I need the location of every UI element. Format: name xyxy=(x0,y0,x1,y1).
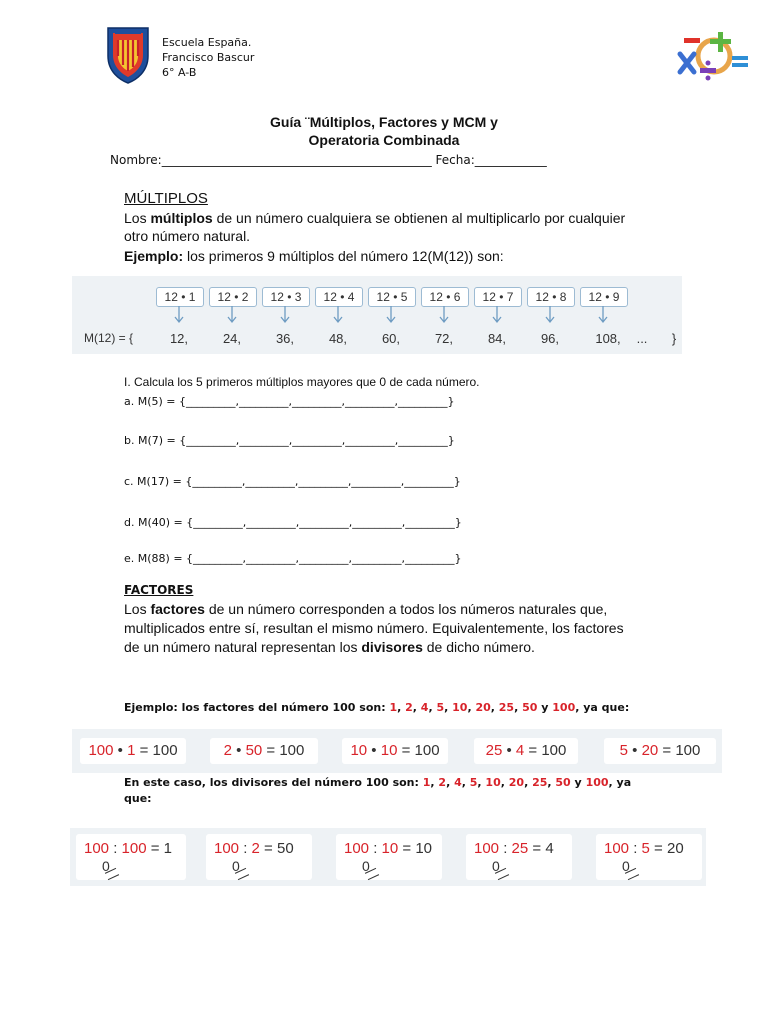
multiple-value: 24, xyxy=(222,331,242,346)
divisor: 5 xyxy=(641,840,650,857)
product-box xyxy=(210,738,318,764)
list-number: 2 xyxy=(438,776,447,789)
dividend: 100 xyxy=(344,840,370,857)
list-number: 100 xyxy=(585,776,609,789)
result: = 100 xyxy=(524,742,567,759)
dividend: 100 xyxy=(214,840,240,857)
product-box: 12 • 1 xyxy=(156,287,204,307)
school-shield-logo xyxy=(106,26,150,84)
factor-a: 25 xyxy=(485,742,503,759)
factor-b: 1 xyxy=(127,742,136,759)
exercise-row-d[interactable]: d. M(40) = {_________,_________,_________,_________,_________} xyxy=(124,516,462,529)
example-text: los primeros 9 múltiplos del número 12(M(12)) son: xyxy=(183,248,504,264)
list-number: 50 xyxy=(555,776,571,789)
list-number: 20 xyxy=(475,701,491,714)
multiplos-definition xyxy=(124,209,644,245)
list-number: 4 xyxy=(420,701,429,714)
math-symbols-logo xyxy=(674,28,750,86)
dividend: 100 xyxy=(84,840,110,857)
operator: • xyxy=(627,742,642,759)
divisions-figure xyxy=(70,828,706,886)
factor-b: 10 xyxy=(380,742,398,759)
list-number: 5 xyxy=(469,776,478,789)
text-part: de dicho número. xyxy=(422,639,535,655)
result: = 100 xyxy=(658,742,701,759)
list-number: 25 xyxy=(498,701,515,714)
divisor-list: 1, 2, 4, 5, 10, 20, 25, 50 y 100 xyxy=(422,776,609,789)
factor-b: 4 xyxy=(515,742,525,759)
operator: • xyxy=(367,742,381,759)
result: = 100 xyxy=(135,742,178,759)
division-box xyxy=(206,834,312,880)
remainder: 0 xyxy=(492,858,500,874)
note-prefix: En este caso, los divisores del número 100 son: xyxy=(124,776,423,789)
factores-heading: FACTORES xyxy=(124,583,194,597)
division-equation xyxy=(84,840,172,857)
list-number: 1 xyxy=(422,776,431,789)
product-box: 12 • 3 xyxy=(262,287,310,307)
text-part: Los xyxy=(124,210,151,226)
product-box: 12 • 2 xyxy=(209,287,257,307)
list-number: 50 xyxy=(522,701,538,714)
operator: : xyxy=(369,840,382,857)
multiple-value: 12, xyxy=(169,331,189,346)
multiplos-heading: MÚLTIPLOS xyxy=(124,190,208,207)
name-date-field[interactable]: Nombre:_____________________________________________ Fecha:____________ xyxy=(110,153,547,167)
product-box: 12 • 5 xyxy=(368,287,416,307)
down-arrow-icon xyxy=(545,306,555,324)
quotient: = 4 xyxy=(528,840,554,857)
factor-b: 20 xyxy=(641,742,659,759)
factor-a: 2 xyxy=(223,742,232,759)
down-arrow-icon xyxy=(227,306,237,324)
product-box xyxy=(80,738,186,764)
page-title-line2: Operatoria Combinada xyxy=(308,132,460,148)
multiple-value: 48, xyxy=(328,331,348,346)
example-label: Ejemplo: xyxy=(124,248,184,264)
product-box: 12 • 8 xyxy=(527,287,575,307)
down-arrow-icon xyxy=(386,306,396,324)
division-equation xyxy=(214,840,294,857)
operator: : xyxy=(499,840,512,857)
divisor: 25 xyxy=(511,840,529,857)
product-box xyxy=(342,738,448,764)
down-arrow-icon xyxy=(174,306,184,324)
division-box xyxy=(596,834,702,880)
list-number: 1 xyxy=(389,701,398,714)
example-suffix: , ya que: xyxy=(575,701,630,714)
list-number: 2 xyxy=(405,701,413,714)
teacher-name: Francisco Bascur xyxy=(162,51,255,64)
product-box xyxy=(604,738,716,764)
multiple-value: 96, xyxy=(540,331,560,346)
exercise-row-a[interactable]: a. M(5) = {_________,_________,_________,_________,_________} xyxy=(124,395,455,408)
operator: • xyxy=(231,742,246,759)
result: = 100 xyxy=(262,742,305,759)
product-box: 12 • 9 xyxy=(580,287,628,307)
ellipsis: ... xyxy=(636,331,648,346)
division-box xyxy=(336,834,442,880)
product-box: 12 • 6 xyxy=(421,287,469,307)
division-equation xyxy=(604,840,684,857)
down-arrow-icon xyxy=(280,306,290,324)
factor-a: 5 xyxy=(619,742,628,759)
course-label: 6° A-B xyxy=(162,66,197,79)
factor-b: 50 xyxy=(245,742,263,759)
multiple-value: 108, xyxy=(595,331,621,346)
exercise-row-e[interactable]: e. M(88) = {_________,_________,_________,_________,_________} xyxy=(124,552,462,565)
list-number: 4 xyxy=(454,776,462,789)
quotient: = 1 xyxy=(146,840,173,857)
list-number: 100 xyxy=(552,701,576,714)
text-bold: múltiplos xyxy=(150,210,213,226)
product-box: 12 • 7 xyxy=(474,287,522,307)
divisor: 100 xyxy=(121,840,147,857)
operator: : xyxy=(109,840,122,857)
school-info xyxy=(162,35,254,80)
quotient: = 50 xyxy=(259,840,294,857)
division-box xyxy=(76,834,186,880)
exercise-instruction: I. Calcula los 5 primeros múltiplos mayores que 0 de cada número. xyxy=(124,375,480,389)
multiple-value: 72, xyxy=(434,331,454,346)
closing-brace: } xyxy=(671,331,677,346)
remainder: 0 xyxy=(232,858,240,874)
division-equation xyxy=(474,840,554,857)
exercise-row-c[interactable]: c. M(17) = {_________,_________,_________,_________,_________} xyxy=(124,475,461,488)
text-part: de un número corresponden a todos los números naturales que, multiplicados entre sí, resultan el mismo número. Equivalentemente, los factores de un número natural representan los xyxy=(124,601,624,655)
operator: • xyxy=(502,742,516,759)
list-number: 10 xyxy=(485,776,501,789)
page-title-line1: Guía ¨Múltiplos, Factores y MCM y xyxy=(270,114,498,130)
list-number: 10 xyxy=(452,701,468,714)
division-equation xyxy=(344,840,432,857)
multiplos-example xyxy=(124,247,504,265)
result: = 100 xyxy=(397,742,440,759)
example-prefix: Ejemplo: los factores del número 100 son: xyxy=(124,701,390,714)
quotient: = 20 xyxy=(649,840,684,857)
dividend: 100 xyxy=(604,840,630,857)
product-box: 12 • 4 xyxy=(315,287,363,307)
factor-a: 100 xyxy=(88,742,114,759)
down-arrow-icon xyxy=(333,306,343,324)
factor-list: 1, 2, 4, 5, 10, 20, 25, 50 y 100 xyxy=(389,701,576,714)
multiple-value: 60, xyxy=(381,331,401,346)
text-part: de un número cualquiera se obtienen al multiplicarlo por cualquier otro número natural. xyxy=(124,210,626,244)
exercise-row-b[interactable]: b. M(7) = {_________,_________,_________,_________,_________} xyxy=(124,434,455,447)
school-name: Escuela España. xyxy=(162,36,252,49)
multiple-value: 36, xyxy=(275,331,295,346)
down-arrow-icon xyxy=(492,306,502,324)
divisor: 10 xyxy=(381,840,399,857)
down-arrow-icon xyxy=(598,306,608,324)
divisor: 2 xyxy=(251,840,260,857)
quotient: = 10 xyxy=(398,840,433,857)
operator: : xyxy=(629,840,642,857)
product-box xyxy=(474,738,578,764)
down-arrow-icon xyxy=(439,306,449,324)
operator: • xyxy=(113,742,128,759)
m12-label: M(12) = { xyxy=(84,331,134,345)
note-suffix: , ya que: xyxy=(124,776,632,805)
list-number: 25 xyxy=(532,776,548,789)
division-box xyxy=(466,834,572,880)
dividend: 100 xyxy=(474,840,500,857)
factor-products-figure xyxy=(72,729,722,773)
factor-a: 10 xyxy=(350,742,368,759)
divisores-note xyxy=(124,775,644,807)
remainder: 0 xyxy=(622,858,630,874)
factores-example xyxy=(124,701,629,714)
list-number: 5 xyxy=(436,701,445,714)
remainder: 0 xyxy=(362,858,370,874)
multiple-value: 84, xyxy=(487,331,507,346)
multiples-of-12-figure xyxy=(72,276,682,354)
factores-definition xyxy=(124,600,634,657)
text-bold: divisores xyxy=(361,639,423,655)
text-bold: factores xyxy=(150,601,205,617)
list-number: 20 xyxy=(508,776,525,789)
text-part: Los xyxy=(124,601,151,617)
remainder: 0 xyxy=(102,858,110,874)
operator: : xyxy=(239,840,252,857)
